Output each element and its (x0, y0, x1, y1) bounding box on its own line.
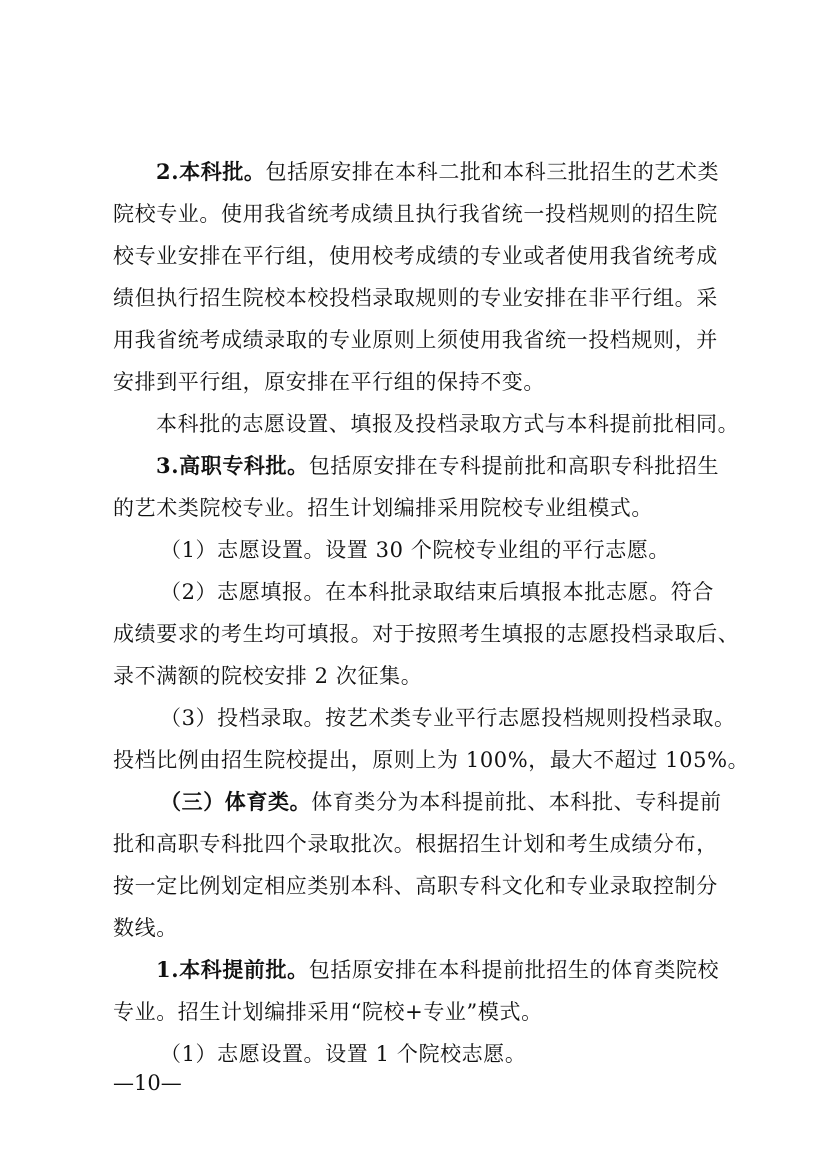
para-line: 的艺术类院校专业。招生计划编排采用院校专业组模式。 (113, 496, 653, 520)
para-line: 数线。 (113, 916, 178, 940)
para-line: （1）志愿设置。设置 1 个院校志愿。 (160, 1042, 527, 1066)
para-line: （三）体育类。体育类分为本科提前批、本科批、专科提前 (160, 789, 722, 814)
para-heading: 2.本科批。 (156, 159, 266, 184)
para-line: 录不满额的院校安排 2 次征集。 (113, 664, 423, 688)
para-line: （1）志愿设置。设置 30 个院校专业组的平行志愿。 (160, 538, 671, 562)
para-line: 投档比例由招生院校提出，原则上为 100%，最大不超过 105%。 (113, 748, 750, 772)
para-line: 按一定比例划定相应类别本科、高职专科文化和专业录取控制分 (113, 874, 718, 898)
para-line: 本科批的志愿设置、填报及投档录取方式与本科提前批相同。 (156, 412, 740, 436)
para-line: （2）志愿填报。在本科批录取结束后填报本批志愿。符合 (160, 580, 714, 604)
para-line: 校专业安排在平行组，使用校考成绩的专业或者使用我省统考成 (113, 244, 718, 268)
para-line: 用我省统考成绩录取的专业原则上须使用我省统一投档规则，并 (113, 328, 718, 352)
para-heading: 3.高职专科批。 (156, 453, 309, 478)
page-number: —10— (113, 1071, 182, 1095)
para-heading: 1.本科提前批。 (156, 957, 309, 982)
para-line: 2.本科批。包括原安排在本科二批和本科三批招生的艺术类 (156, 159, 720, 184)
para-heading: （三）体育类。 (160, 789, 312, 814)
para-line: 绩但执行招生院校本校投档录取规则的专业安排在非平行组。采 (113, 286, 718, 310)
para-line: 1.本科提前批。包括原安排在本科提前批招生的体育类院校 (156, 957, 720, 982)
para-line: 专业。招生计划编排采用“院校+专业”模式。 (113, 1000, 543, 1024)
para-line: 安排到平行组，原安排在平行组的保持不变。 (113, 370, 545, 394)
para-line: 成绩要求的考生均可填报。对于按照考生填报的志愿投档录取后、 (113, 622, 740, 646)
para-line: （3）投档录取。按艺术类专业平行志愿投档规则投档录取。 (160, 706, 736, 730)
para-line: 院校专业。使用我省统考成绩且执行我省统一投档规则的招生院 (113, 202, 718, 226)
para-line: 批和高职专科批四个录取批次。根据招生计划和考生成绩分布， (113, 832, 718, 856)
para-line: 3.高职专科批。包括原安排在专科提前批和高职专科批招生 (156, 453, 720, 478)
